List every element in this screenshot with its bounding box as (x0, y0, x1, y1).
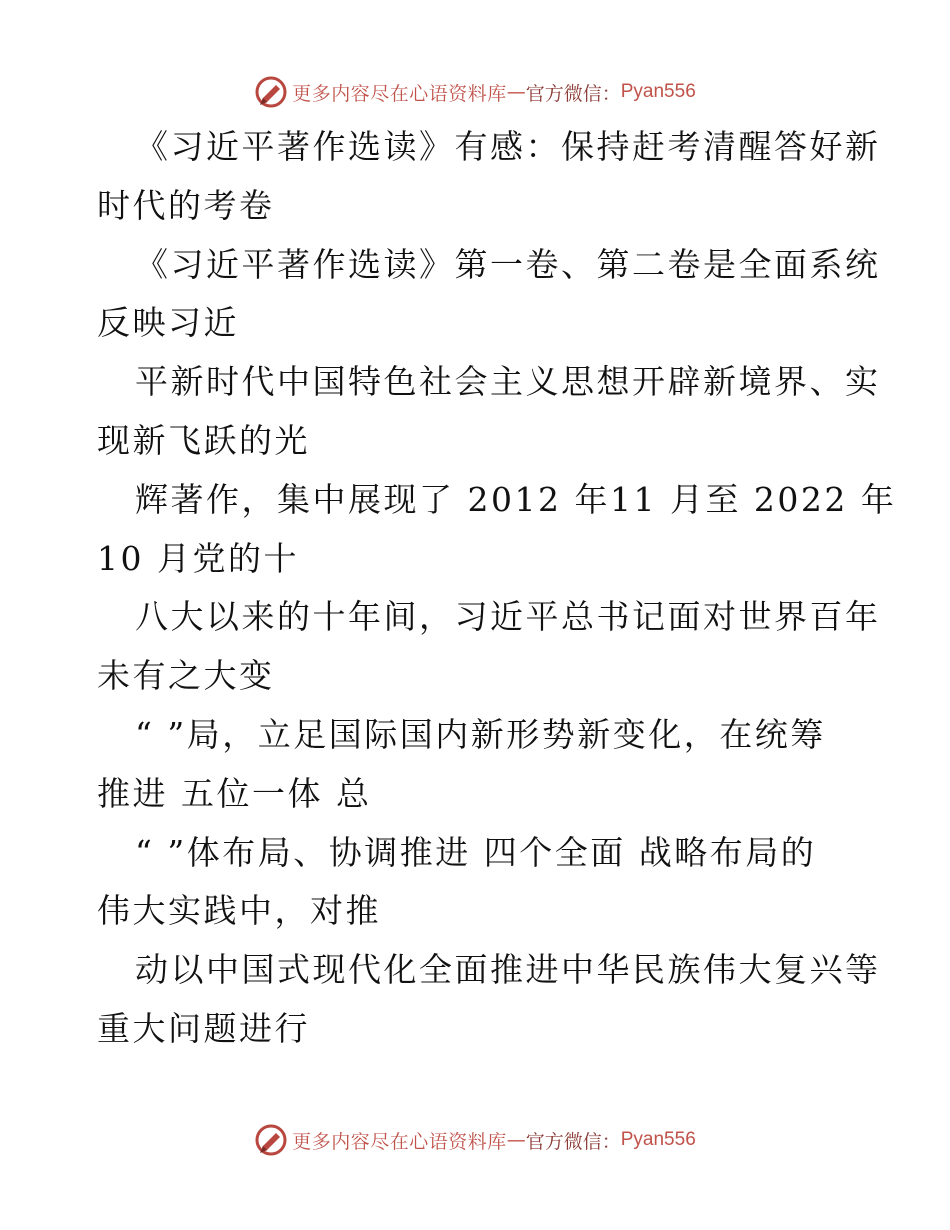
watermark-official-label: 官方微信： (525, 82, 621, 105)
watermark-wechat-id: Pyan556 (620, 1129, 696, 1150)
paragraph (97, 118, 881, 236)
text-line: 反映习近 (97, 303, 239, 343)
paragraph (97, 471, 897, 589)
watermark-main-text: 更多内容尽在心语资料库 (292, 82, 507, 105)
paragraph (97, 588, 881, 706)
text-line: 八大以来的十年间，习近平总书记面对世界百年 (135, 597, 881, 637)
watermark-main-text: 更多内容尽在心语资料库 (292, 1130, 507, 1153)
text-line: “ ”局，立足国际国内新形势新变化，在统筹 (135, 714, 826, 754)
watermark-dash: — (506, 1129, 526, 1151)
paragraph (97, 941, 881, 1059)
watermark-dash: — (506, 81, 526, 103)
header-watermark (0, 72, 950, 112)
text-line: 平新时代中国特色社会主义思想开辟新境界、实 (135, 362, 881, 402)
text-line: 动以中国式现代化全面推进中华民族伟大复兴等 (135, 950, 881, 990)
watermark-official-label: 官方微信： (525, 1130, 621, 1153)
text-line: 10 月党的十 (97, 538, 299, 578)
text-line: 《习近平著作选读》第一卷、第二卷是全面系统 (135, 244, 881, 284)
text-line: 未有之大变 (97, 656, 275, 696)
text-line: 现新飞跃的光 (97, 420, 310, 460)
paragraph (97, 236, 881, 354)
paragraph (97, 353, 881, 471)
document-body (97, 118, 897, 1059)
text-line: 推进 五位一体 总 (97, 773, 372, 813)
text-line: 辉著作，集中展现了 2012 年11 月至 2022 年 (135, 479, 897, 519)
text-line: 《习近平著作选读》有感：保持赶考清醒答好新 (135, 127, 881, 166)
text-line: “ ”体布局、协调推进 四个全面 战略布局的 (135, 832, 817, 872)
pen-logo-icon (254, 75, 288, 109)
text-line: 伟大实践中，对推 (97, 891, 381, 931)
pen-logo-icon (254, 1123, 288, 1157)
watermark-wechat-id: Pyan556 (620, 81, 696, 102)
paragraph (97, 706, 857, 824)
paragraph (97, 824, 857, 942)
text-line: 时代的考卷 (97, 185, 275, 225)
footer-watermark (0, 1120, 950, 1160)
text-line: 重大问题进行 (97, 1008, 310, 1048)
